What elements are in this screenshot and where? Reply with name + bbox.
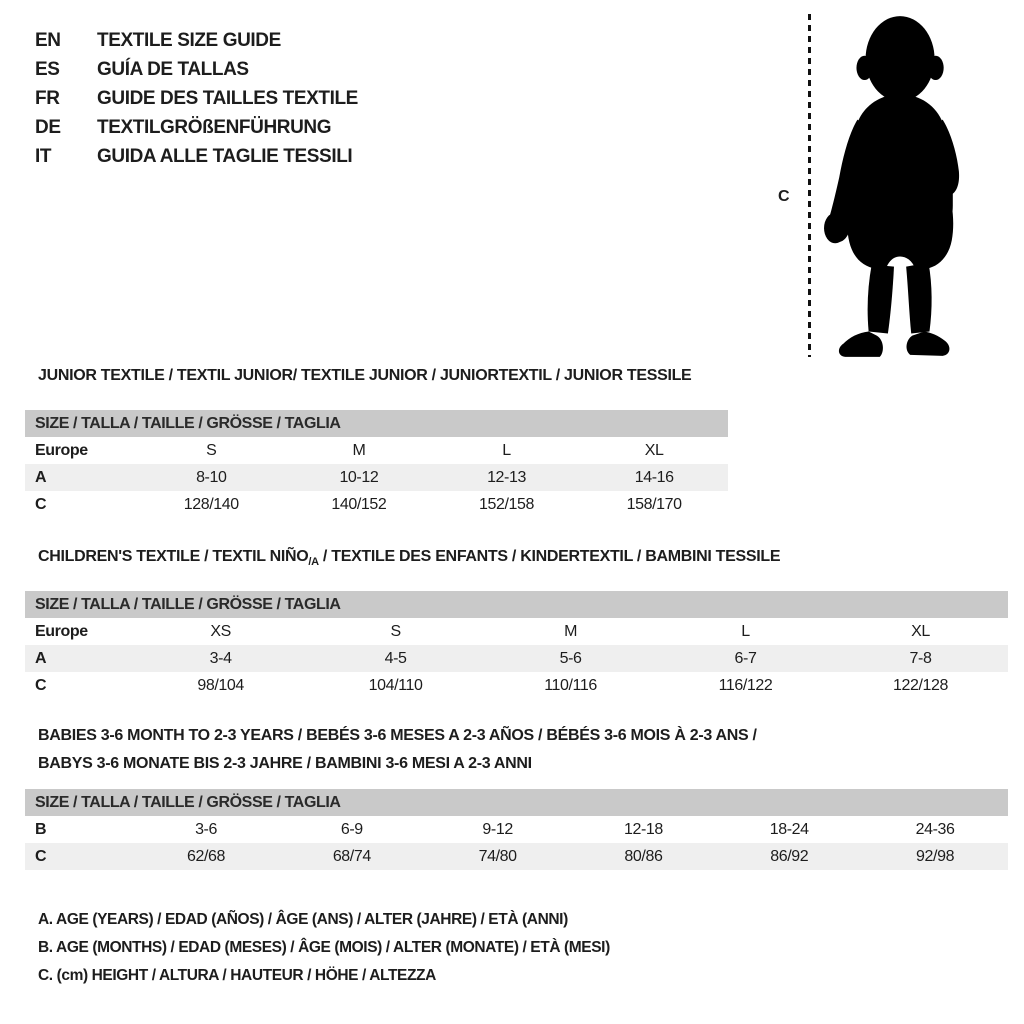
- children-section-heading: [38, 543, 780, 576]
- legend-line-b: B. AGE (MONTHS) / EDAD (MESES) / ÂGE (MOIS) / ALTER (MONATE) / ETÀ (MESI): [38, 939, 610, 956]
- table-row-height: [25, 672, 1008, 699]
- table-row-age-months: [25, 816, 1008, 843]
- age-cell: 14-16: [634, 468, 674, 486]
- height-cell: 74/80: [478, 847, 517, 865]
- row-label: B: [35, 820, 47, 838]
- table-row-europe: [25, 618, 1008, 645]
- children-heading-subscript: /A: [308, 556, 319, 568]
- language-code: EN: [35, 29, 61, 51]
- table-row-age: [25, 645, 1008, 672]
- language-row-de: [35, 113, 358, 142]
- height-cell: 86/92: [770, 847, 809, 865]
- size-cell: XL: [911, 622, 930, 640]
- size-cell: XS: [210, 622, 231, 640]
- row-label: C: [35, 495, 47, 513]
- language-code: IT: [35, 145, 52, 167]
- age-cell: 6-9: [340, 820, 363, 838]
- height-cell: 128/140: [183, 495, 239, 513]
- row-label: Europe: [35, 441, 88, 459]
- height-cell: 158/170: [626, 495, 682, 513]
- age-cell: 3-4: [209, 649, 232, 667]
- height-figure: [770, 10, 980, 362]
- age-cell: 18-24: [769, 820, 809, 838]
- size-cell: XL: [644, 441, 664, 459]
- table-row-europe: [25, 437, 728, 464]
- children-heading-text: / TEXTILE DES ENFANTS / KINDERTEXTIL / BAMBINI TESSILE: [318, 548, 781, 565]
- height-cell: 62/68: [187, 847, 226, 865]
- language-title-list: [35, 26, 358, 171]
- age-cell: 5-6: [559, 649, 582, 667]
- age-cell: 6-7: [734, 649, 757, 667]
- height-cell: 68/74: [332, 847, 371, 865]
- table-row-height: [25, 843, 1008, 870]
- legend-line-a: A. AGE (YEARS) / EDAD (AÑOS) / ÂGE (ANS) / ALTER (JAHRE) / ETÀ (ANNI): [38, 911, 568, 928]
- junior-size-table: [25, 410, 728, 518]
- size-band: SIZE / TALLA / TAILLE / GRÖSSE / TAGLIA: [25, 591, 1008, 618]
- age-cell: 9-12: [482, 820, 513, 838]
- language-title: TEXTILE SIZE GUIDE: [97, 29, 281, 51]
- height-cell: 98/104: [197, 676, 244, 694]
- size-cell: S: [206, 441, 217, 459]
- row-label: A: [35, 649, 47, 667]
- size-cell: M: [564, 622, 578, 640]
- children-heading-text: CHILDREN'S TEXTILE / TEXTIL NIÑO: [38, 548, 309, 565]
- age-cell: 4-5: [384, 649, 407, 667]
- age-cell: 10-12: [339, 468, 379, 486]
- junior-section-heading: JUNIOR TEXTILE / TEXTIL JUNIOR/ TEXTILE JUNIOR / JUNIORTEXTIL / JUNIOR TESSILE: [38, 367, 692, 384]
- babies-section-heading: [38, 722, 757, 778]
- size-cell: S: [390, 622, 401, 640]
- size-cell: L: [502, 441, 511, 459]
- language-row-es: [35, 55, 358, 84]
- language-code: FR: [35, 87, 60, 109]
- language-title: GUÍA DE TALLAS: [97, 58, 249, 80]
- legend-line-c: C. (cm) HEIGHT / ALTURA / HAUTEUR / HÖHE / ALTEZZA: [38, 967, 436, 984]
- row-label: C: [35, 847, 47, 865]
- size-band: SIZE / TALLA / TAILLE / GRÖSSE / TAGLIA: [25, 789, 1008, 816]
- height-cell: 80/86: [624, 847, 663, 865]
- row-label: C: [35, 676, 47, 694]
- language-title: GUIDA ALLE TAGLIE TESSILI: [97, 145, 353, 167]
- size-cell: L: [741, 622, 750, 640]
- height-cell: 122/128: [892, 676, 949, 694]
- age-cell: 3-6: [195, 820, 217, 838]
- babies-heading-line2: BABYS 3-6 MONATE BIS 2-3 JAHRE / BAMBINI 3-6 MESI A 2-3 ANNI: [38, 755, 532, 772]
- language-code: DE: [35, 116, 61, 138]
- age-cell: 12-18: [623, 820, 663, 838]
- height-dashed-line-icon: [808, 14, 811, 357]
- age-cell: 7-8: [909, 649, 932, 667]
- babies-size-table: [25, 789, 1008, 870]
- size-cell: M: [352, 441, 366, 459]
- table-row-height: [25, 491, 728, 518]
- height-cell: 104/110: [368, 676, 423, 694]
- children-size-table: [25, 591, 1008, 699]
- height-cell: 116/122: [718, 676, 773, 694]
- row-label: Europe: [35, 622, 88, 640]
- age-cell: 24-36: [915, 820, 955, 838]
- language-row-it: [35, 142, 358, 171]
- language-title: TEXTILGRÖßENFÜHRUNG: [97, 116, 332, 138]
- height-cell: 140/152: [331, 495, 387, 513]
- age-cell: 8-10: [196, 468, 227, 486]
- row-label: A: [35, 468, 47, 486]
- size-band: SIZE / TALLA / TAILLE / GRÖSSE / TAGLIA: [25, 410, 728, 437]
- babies-heading-line1: BABIES 3-6 MONTH TO 2-3 YEARS / BEBÉS 3-6 MESES A 2-3 AÑOS / BÉBÉS 3-6 MOIS À 2-3 ANS /: [38, 727, 757, 744]
- table-row-age: [25, 464, 728, 491]
- height-cell: 152/158: [479, 495, 535, 513]
- age-cell: 12-13: [487, 468, 526, 486]
- language-row-en: [35, 26, 358, 55]
- toddler-silhouette-icon: [823, 13, 967, 358]
- height-cell: 110/116: [544, 676, 597, 694]
- legend: [38, 906, 610, 990]
- height-cell: 92/98: [916, 847, 955, 865]
- language-title: GUIDE DES TAILLES TEXTILE: [97, 87, 358, 109]
- language-code: ES: [35, 58, 60, 80]
- height-measure-label: C: [778, 188, 790, 205]
- language-row-fr: [35, 84, 358, 113]
